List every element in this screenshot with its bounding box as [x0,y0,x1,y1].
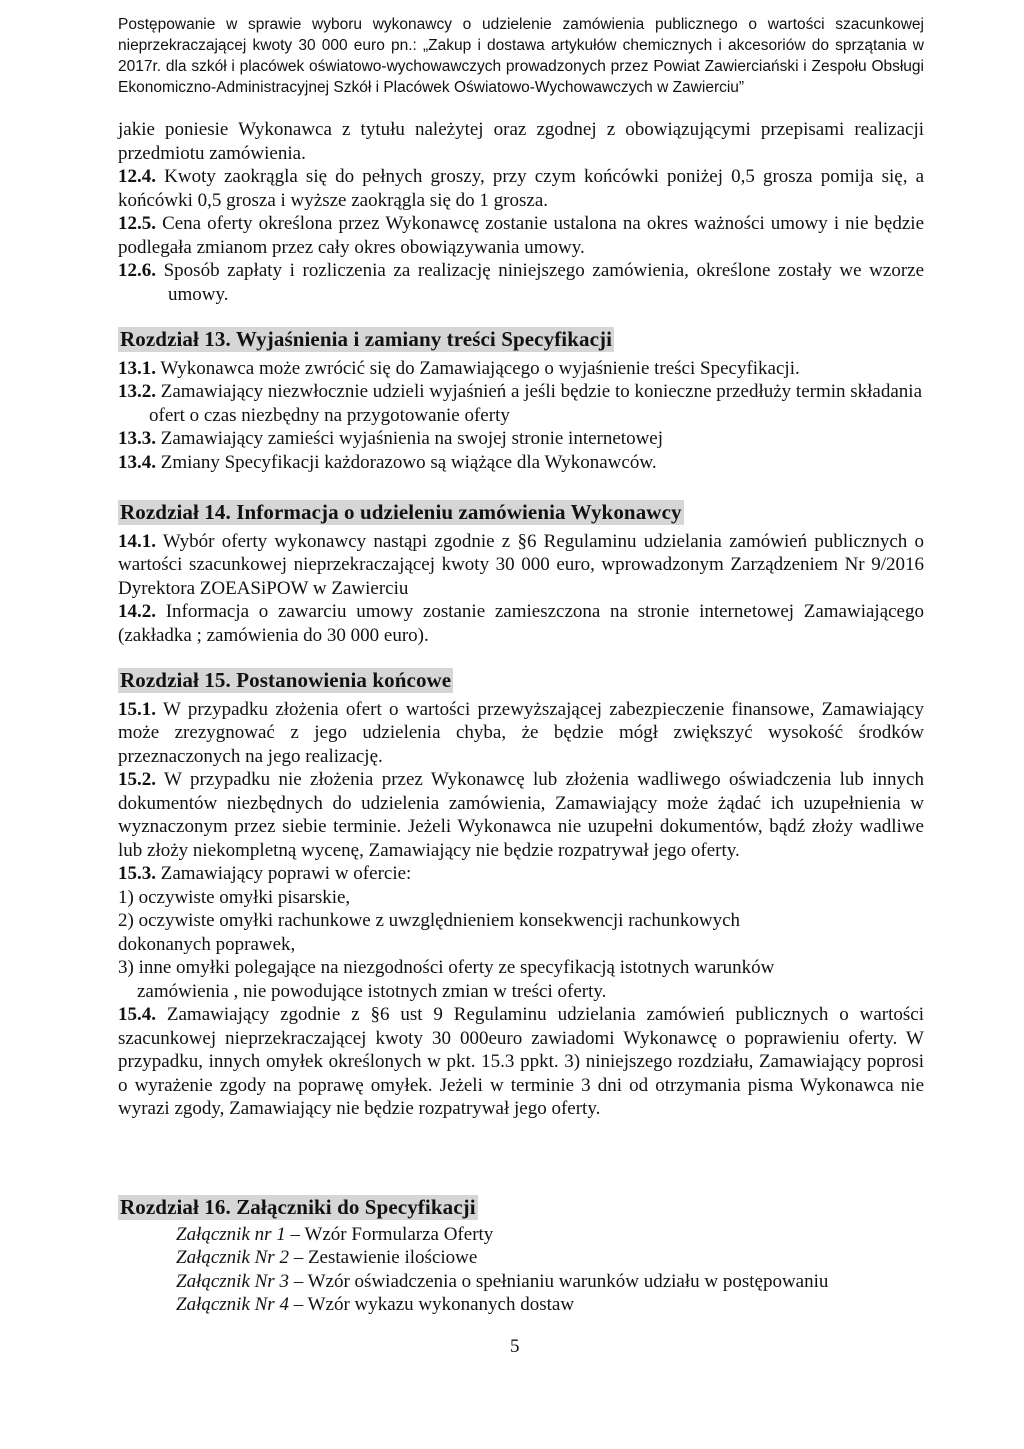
paragraph-13-2: 13.2. Zamawiający niezwłocznie udzieli wyjaśnień a jeśli będzie to konieczne przedłuży termin składania ofert o czas niezbędny na przygotowanie oferty [118,381,923,426]
paragraph-12-6: 12.6. Sposób zapłaty i rozliczenia za realizację niniejszego zamówienia, określone zostały we wzorze umowy. [118,260,925,305]
paragraph-14-1: 14.1. Wybór oferty wykonawcy nastąpi zgodnie z §6 Regulaminu udzielania zamówień publicznych o wartości szacunkowej nieprzekraczającej kwoty 30 000 euro, wprowadzonym Zarządzeniem Nr 9/2016 Dyrektora ZOEASiPOW w Zawierciu [118,530,924,599]
list-item-3: 3) inne omyłki polegające na niezgodności oferty ze specyfikacją istotnych warunków [118,957,775,978]
document-header: Postępowanie w sprawie wyboru wykonawcy o udzielenie zamówienia publicznego o wartości szacunkowej nieprzekraczającej kwoty 30 000 euro pn.: „Zakup i dostawa artykułów chemicznych i akcesoriów do sprzątania w 2017r. dla szkół i placówek oświatowo-wychowawczych prowadzonych przez Powiat Zawierciański i Zespołu Obsługi Ekonomiczno-Administracyjnej Szkół i Placówek Oświatowo-Wychowawczych w Zawierciu” [118,16,924,96]
chapter-16-title: Rozdział 16. Załączniki do Specyfikacji [120,1195,476,1219]
chapter-13 [118,327,924,474]
section-12-continued [118,118,924,306]
paragraph-15-4: 15.4. Zamawiający zgodnie z §6 ust 9 Regulaminu udzielania zamówień publicznych o wartości szacunkowej nieprzekraczającej kwoty 30 000euro zawiadomi Wykonawcę o poprawieniu oferty. W przypadku, innych omyłek określonych w pkt. 15.3 ppkt. 3) niniejszego rozdziału, Zamawiający poprosi o wyrażenie zgody na poprawę omyłek. Jeżeli w terminie 3 dni od otrzymania pisma Wykonawca nie wyrazi zgody, Zamawiający nie będzie rozpatrywał jego oferty. [118,1004,924,1119]
paragraph-15-2: 15.2. W przypadku nie złożenia przez Wykonawcę lub złożenia wadliwego oświadczenia lub innych dokumentów niezbędnych do udzielenia zamówienia, Zamawiający może żądać ich uzupełnienia w wyznaczonym przez siebie terminie. Jeżeli Wykonawca nie uzupełni dokumentów, bądź złoży wadliwe lub złoży niekompletną wycenę, Zamawiający nie będzie rozpatrywał jego oferty. [118,769,924,861]
chapter-13-title: Rozdział 13. Wyjaśnienia i zamiany treści Specyfikacji [120,327,613,351]
list-item-3-cont: zamówienia , nie powodujące istotnych zmian w treści oferty. [137,980,607,1002]
attachment-4: Załącznik Nr 4 – Wzór wykazu wykonanych dostaw [176,1294,575,1315]
paragraph-13-1: 13.1. Wykonawca może zwrócić się do Zamawiającego o wyjaśnienie treści Specyfikacji. [118,357,800,379]
paragraph-14-2: 14.2. Informacja o zawarciu umowy zostanie zamieszczona na stronie internetowej Zamawiającego (zakładka ; zamówienia do 30 000 euro). [118,601,924,646]
paragraph-15-3: 15.3. Zamawiający poprawi w ofercie: [118,863,412,884]
list-item-1: 1) oczywiste omyłki pisarskie, [118,886,351,908]
paragraph-13-3: 13.3. Zamawiający zamieści wyjaśnienia na swojej stronie internetowej [118,428,664,449]
chapter-14-title: Rozdział 14. Informacja o udzieleniu zamówienia Wykonawcy [120,500,682,524]
attachment-2: Załącznik Nr 2 – Zestawienie ilościowe [176,1247,478,1268]
chapter-15-title: Rozdział 15. Postanowienia końcowe [120,668,452,692]
list-item-2-cont: dokonanych poprawek, [118,933,296,955]
page-number: 5 [510,1336,520,1357]
attachment-1: Załącznik nr 1 – Wzór Formularza Oferty [176,1223,494,1245]
paragraph-13-4: 13.4. Zmiany Specyfikacji każdorazowo są wiążące dla Wykonawców. [118,451,657,473]
chapter-15 [118,668,924,1121]
intro-paragraph: jakie poniesie Wykonawca z tytułu należytej oraz zgodnej z obowiązującymi przepisami realizacji przedmiotu zamówienia. [118,119,924,164]
paragraph-12-5: 12.5. Cena oferty określona przez Wykonawcę zostanie ustalona na okres ważności umowy i nie będzie podlegała zmianom przez cały okres obowiązywania umowy. [118,213,925,258]
attachment-3: Załącznik Nr 3 – Wzór oświadczenia o spełnianiu warunków udziału w postępowaniu [176,1270,829,1292]
paragraph-15-1: 15.1. W przypadku złożenia ofert o wartości przewyższającej zabezpieczenie finansowe, Zamawiający może zrezygnować z jego udzielenia chyba, że będzie mógł zwiększyć wysokość środków przeznaczonych na jego realizację. [118,698,924,767]
chapter-16 [118,1195,924,1317]
chapter-14 [118,500,924,647]
list-item-2: 2) oczywiste omyłki rachunkowe z uwzględnieniem konsekwencji rachunkowych [118,910,741,931]
paragraph-12-4: 12.4. Kwoty zaokrągla się do pełnych groszy, przy czym końcówki poniżej 0,5 grosza pomija się, a końcówki 0,5 grosza i wyższe zaokrągla się do 1 grosza. [118,166,924,211]
